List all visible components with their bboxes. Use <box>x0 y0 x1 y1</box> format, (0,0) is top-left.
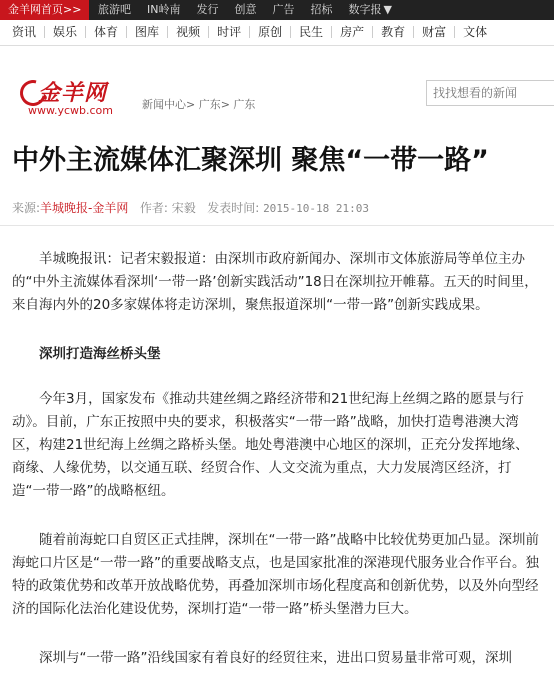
top-link-tender[interactable]: 招标 <box>310 3 333 16</box>
breadcrumb[interactable]: 新闻中心> 广东> 广东 <box>142 98 256 111</box>
article-meta <box>12 199 369 216</box>
logo-url: www.ycwb.com <box>28 104 114 117</box>
top-link-epaper[interactable] <box>340 0 399 20</box>
divider <box>0 225 554 226</box>
search-input[interactable] <box>426 80 554 106</box>
publish-time: 2015-10-18 21:03 <box>263 202 370 215</box>
top-link-ads[interactable]: 广告 <box>272 3 295 16</box>
nav-item-finance[interactable]: 财富 <box>414 26 455 38</box>
top-links <box>90 0 400 20</box>
nav-item-news[interactable]: 资讯 <box>10 26 45 38</box>
top-link-lingnan[interactable]: IN岭南 <box>147 3 181 16</box>
site-logo[interactable] <box>20 72 130 126</box>
nav-item-education[interactable]: 教育 <box>373 26 414 38</box>
article-paragraph: 今年3月，国家发布《推动共建丝绸之路经济带和21世纪海上丝绸之路的愿景与行动》。目前，广东正按照中央的要求，积极落实“一带一路”战略，加快打造粤港澳大湾区，构建21世纪海上丝绸之路桥头堡。地处粤港澳中心地区的深圳，正充分发挥地缘、商缘、人缘优势，以交通互联、经贸合作、人文交流为重点，大力发展湾区经济，打造“一带一路”的战略枢纽。 <box>12 391 529 499</box>
article-body <box>12 248 542 696</box>
nav-item-original[interactable]: 原创 <box>250 26 291 38</box>
nav-item-livelihood[interactable]: 民生 <box>291 26 332 38</box>
channel-nav <box>0 20 554 46</box>
top-link-creative[interactable]: 创意 <box>234 3 257 16</box>
top-link-distribution[interactable]: 发行 <box>196 3 219 16</box>
article-paragraph: 随着前海蛇口自贸区正式挂牌，深圳在“一带一路”战略中比较优势更加凸显。深圳前海蛇口片区是“一带一路”的重要战略支点，也是国家批准的深港现代服务业合作平台。独特的政策优势和改革开放战略优势，再叠加深圳市场化程度高和创新优势，以及外向型经济的国际化法治化建设优势，深圳打造“一带一路”桥头堡潜力巨大。 <box>12 532 539 617</box>
nav-item-gallery[interactable]: 图库 <box>127 26 168 38</box>
logo-text: 金羊网 <box>38 80 108 106</box>
top-link-epaper-label: 数字报 <box>348 3 382 16</box>
nav-item-video[interactable]: 视频 <box>168 26 209 38</box>
top-link-travel[interactable]: 旅游吧 <box>98 3 131 16</box>
article-paragraph: 深圳与“一带一路”沿线国家有着良好的经贸往来，进出口贸易量非常可观，深圳 <box>39 650 512 666</box>
time-label: 发表时间: <box>207 201 260 215</box>
chevron-down-icon: ▼ <box>383 3 392 16</box>
nav-item-ent[interactable]: 娱乐 <box>45 26 86 38</box>
article-paragraph: 羊城晚报讯：记者宋毅报道：由深圳市政府新闻办、深圳市文体旅游局等单位主办的“中外主流媒体看深圳‘一带一路’创新实践活动”18日在深圳拉开帷幕。五天的时间里，来自海内外的20多家媒体将走访深圳，聚焦报道深圳“一带一路”创新实践成果。 <box>12 251 538 313</box>
nav-item-sports[interactable]: 体育 <box>86 26 127 38</box>
nav-item-property[interactable]: 房产 <box>332 26 373 38</box>
author-label: 作者: <box>139 201 168 215</box>
source-label: 来源: <box>12 201 41 215</box>
article-subheading: 深圳打造海丝桥头堡 <box>39 346 161 362</box>
nav-item-culture[interactable]: 文体 <box>463 25 488 39</box>
top-bar <box>0 0 554 20</box>
page-title: 中外主流媒体汇聚深圳 聚焦“一带一路” <box>12 145 489 176</box>
author-name: 宋毅 <box>171 201 196 215</box>
source-link[interactable]: 羊城晚报-金羊网 <box>40 201 129 215</box>
home-link[interactable]: 金羊网首页>> <box>0 0 89 20</box>
nav-item-opinion[interactable]: 时评 <box>209 26 250 38</box>
